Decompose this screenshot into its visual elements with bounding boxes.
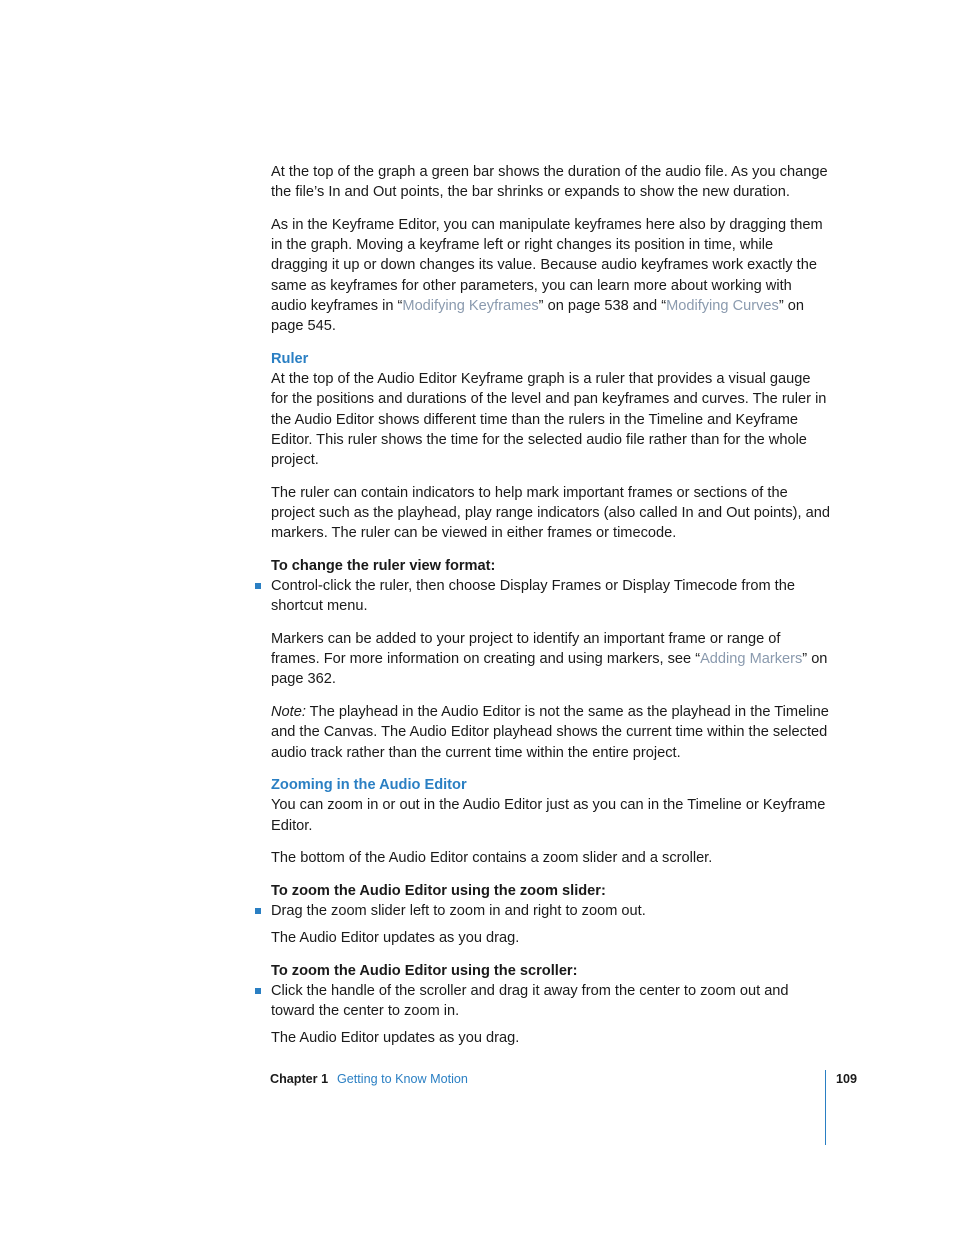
- bullet-item-zoom-slider: [271, 901, 831, 921]
- markers-text-a: Markers can be added to your project to identify an important frame or range of frames. For more information on creating and using markers, see “: [271, 630, 781, 668]
- zooming-paragraph-1: You can zoom in or out in the Audio Editor just as you can in the Timeline or Keyframe Editor.: [271, 797, 826, 834]
- scroller-result: The Audio Editor updates as you drag.: [271, 1029, 520, 1046]
- ruler-paragraph-2: The ruler can contain indicators to help mark important frames or sections of the project such as the playhead, play range indicators (also called In and Out points), and markers. The ruler can be viewed in either frames or timecode.: [271, 484, 830, 542]
- bullet-text: Click the handle of the scroller and drag it away from the center to zoom out and toward the center to zoom in.: [271, 982, 789, 1020]
- ruler-paragraph-1: At the top of the Audio Editor Keyframe graph is a ruler that provides a visual gauge for the positions and durations of the level and pan keyframes and curves. The ruler in the Audio Editor shows different time than the rulers in the Timeline and Keyframe Editor. This ruler shows the time for the selected audio file rather than for the whole project.: [271, 371, 827, 469]
- keyframes-paragraph: [271, 215, 831, 337]
- bullet-text: Control-click the ruler, then choose Display Frames or Display Timecode from the shortcut menu.: [271, 578, 795, 615]
- link-modifying-keyframes[interactable]: Modifying Keyframes: [402, 297, 539, 314]
- keyframes-text-a: As in the Keyframe Editor, you can manipulate keyframes here also by dragging them in the graph. Moving a keyframe left or right changes its position in time, while dragging it up or down changes its value. Because audio keyframes work exactly the same as keyframes for other parameters, you can learn more about working with audio keyframes in “: [271, 216, 823, 314]
- bullet-square-icon: [255, 908, 261, 914]
- intro-paragraph: At the top of the graph a green bar shows the duration of the audio file. As you change the file’s In and Out points, the bar shrinks or expands to show the new duration.: [271, 164, 828, 201]
- procedure-title-zoom-slider: To zoom the Audio Editor using the zoom slider:: [271, 882, 606, 899]
- zooming-paragraph-2: The bottom of the Audio Editor contains a zoom slider and a scroller.: [271, 850, 713, 867]
- section-heading-zooming: Zooming in the Audio Editor: [271, 777, 467, 794]
- keyframes-text-c: ” on page 545.: [271, 297, 804, 335]
- section-heading-ruler: Ruler: [271, 350, 309, 367]
- bullet-text: Drag the zoom slider left to zoom in and right to zoom out.: [271, 902, 646, 919]
- procedure-title-scroller: To zoom the Audio Editor using the scroller:: [271, 962, 578, 979]
- note-label: Note:: [271, 703, 306, 720]
- page-number: 109: [836, 1072, 858, 1086]
- procedure-title-ruler-format: To change the ruler view format:: [271, 557, 496, 574]
- link-adding-markers[interactable]: Adding Markers: [700, 651, 803, 668]
- footer-chapter-label: Chapter 1: [270, 1072, 329, 1086]
- link-modifying-curves[interactable]: Modifying Curves: [666, 297, 779, 314]
- bullet-item-scroller: [271, 981, 831, 1022]
- page-body: [271, 162, 831, 1048]
- bullet-item-ruler-format: [271, 576, 831, 617]
- bullet-square-icon: [255, 988, 261, 994]
- footer-chapter-title: Getting to Know Motion: [337, 1072, 468, 1086]
- footer-divider: [825, 1070, 826, 1145]
- note-text: The playhead in the Audio Editor is not the same as the playhead in the Timeline and the Canvas. The Audio Editor playhead shows the current time within the selected audio track rather than the current time within the entire project.: [271, 703, 829, 761]
- keyframes-text-b: ” on page 538 and “: [538, 297, 667, 314]
- markers-paragraph: [271, 629, 831, 690]
- bullet-square-icon: [255, 583, 261, 589]
- zoom-slider-result: The Audio Editor updates as you drag.: [271, 930, 520, 947]
- markers-text-b: ” on page 362.: [271, 651, 828, 688]
- note-paragraph: [271, 702, 831, 763]
